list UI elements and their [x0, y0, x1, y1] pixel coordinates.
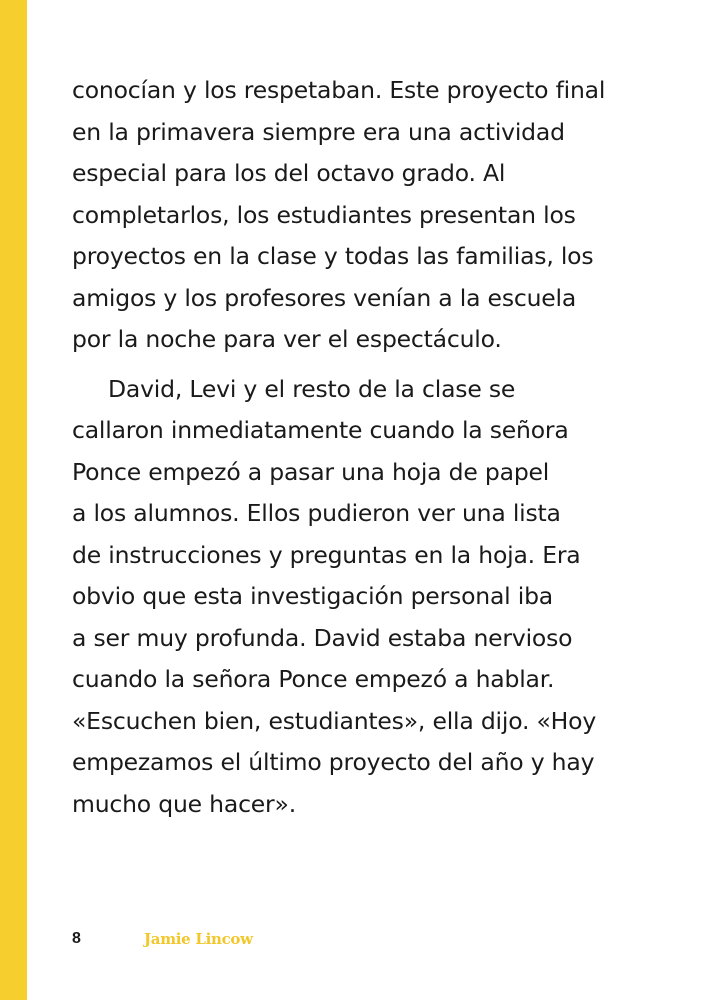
body-text: [72, 70, 682, 825]
text-line: a los alumnos. Ellos pudieron ver una lista: [72, 499, 561, 527]
text-line: de instrucciones y preguntas en la hoja. Era: [72, 540, 581, 569]
text-line: en la primavera siempre era una actividad: [72, 117, 565, 146]
text-line: empezamos el último proyecto del año y hay: [72, 748, 595, 776]
text-line: mucho que hacer».: [72, 789, 296, 818]
yellow-side-bar: [0, 0, 27, 1000]
text-line: callaron inmediatamente cuando la señora: [72, 416, 569, 444]
text-line: «Escuchen bien, estudiantes», ella dijo. «Hoy: [72, 706, 597, 735]
page-number: 8: [72, 930, 81, 947]
text-line: por la noche para ver el espectáculo.: [72, 325, 502, 353]
text-line: conocían y los respetaban. Este proyecto final: [72, 76, 606, 104]
paragraph-gap: [72, 361, 682, 369]
text-line: especial para los del octavo grado. Al: [72, 159, 506, 187]
text-line: David, Levi y el resto de la clase se: [108, 374, 516, 403]
text-line: a ser muy profunda. David estaba nervioso: [72, 623, 573, 652]
text-line: completarlos, los estudiantes presentan los: [72, 200, 576, 229]
text-line: proyectos en la clase y todas las familias, los: [72, 242, 594, 270]
paragraph-1: [72, 70, 682, 361]
text-line: cuando la señora Ponce empezó a hablar.: [72, 665, 555, 693]
text-line: obvio que esta investigación personal iba: [72, 582, 553, 610]
author-name: Jamie Lincow: [144, 930, 253, 948]
paragraph-2: [72, 369, 682, 826]
text-line: amigos y los profesores venían a la escuela: [72, 283, 577, 312]
page-footer: [72, 927, 372, 951]
text-line: Ponce empezó a pasar una hoja de papel: [72, 457, 550, 486]
